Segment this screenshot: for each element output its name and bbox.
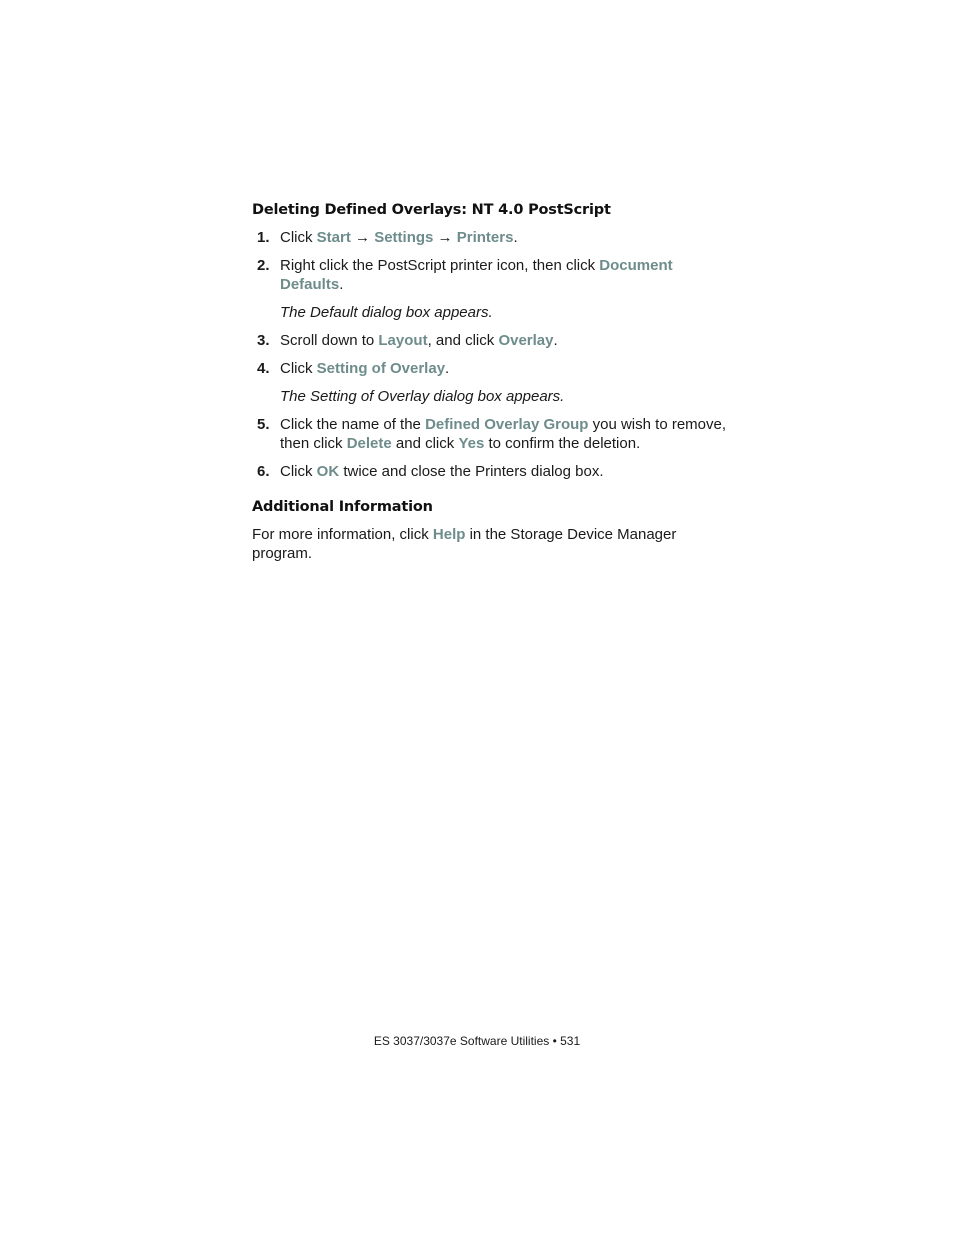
step-number: 6. bbox=[257, 463, 270, 480]
page-footer: ES 3037/3037e Software Utilities • 531 bbox=[373, 1034, 581, 1048]
info-text: in the Storage Device Manager program. bbox=[252, 526, 677, 562]
page-content bbox=[252, 200, 732, 563]
step-text: Click the name of the bbox=[280, 416, 426, 433]
ui-term-layout: Layout bbox=[378, 332, 428, 349]
step-number: 1. bbox=[257, 229, 270, 246]
step-text: twice and close the Printers dialog box. bbox=[339, 463, 604, 480]
step-text: . bbox=[553, 332, 558, 349]
ui-term-overlay: Overlay bbox=[498, 332, 554, 349]
ui-term-ok: OK bbox=[316, 463, 340, 480]
additional-info-text bbox=[252, 525, 732, 563]
ui-term-help: Help bbox=[432, 526, 466, 543]
ui-term-yes: Yes bbox=[458, 435, 485, 452]
step-text: Click bbox=[280, 463, 317, 480]
section-heading: Deleting Defined Overlays: NT 4.0 PostScript bbox=[252, 202, 611, 218]
step-text: Click bbox=[280, 360, 317, 377]
step-item bbox=[252, 331, 732, 350]
step-text: Right click the PostScript printer icon, then click bbox=[280, 257, 600, 274]
arrow-symbol: → bbox=[350, 229, 375, 246]
step-item bbox=[252, 415, 732, 453]
step-item bbox=[252, 256, 732, 322]
step-text: you wish to remove, then click bbox=[280, 416, 727, 452]
step-item bbox=[252, 462, 732, 481]
ui-term-defined-overlay-group: Defined Overlay Group bbox=[425, 416, 589, 433]
ui-term-settings: Settings bbox=[374, 229, 434, 246]
ui-term-delete: Delete bbox=[346, 435, 392, 452]
ui-term-start: Start bbox=[316, 229, 351, 246]
step-text: . bbox=[513, 229, 518, 246]
ui-term-printers: Printers bbox=[456, 229, 514, 246]
step-number: 5. bbox=[257, 416, 270, 433]
step-item bbox=[252, 359, 732, 406]
steps-list bbox=[252, 228, 732, 481]
step-note: The Default dialog box appears. bbox=[280, 304, 493, 321]
additional-info-heading: Additional Information bbox=[252, 499, 433, 515]
step-text: . bbox=[445, 360, 450, 377]
step-text: and click bbox=[391, 435, 459, 452]
arrow-symbol: → bbox=[433, 229, 457, 246]
step-item bbox=[252, 228, 732, 247]
step-text: , and click bbox=[427, 332, 499, 349]
ui-term-setting-of-overlay: Setting of Overlay bbox=[316, 360, 446, 377]
step-text: Scroll down to bbox=[280, 332, 379, 349]
ui-term-document-defaults: Document Defaults bbox=[280, 257, 673, 293]
step-number: 3. bbox=[257, 332, 270, 349]
step-text: . bbox=[339, 276, 344, 293]
step-note: The Setting of Overlay dialog box appears. bbox=[280, 388, 565, 405]
step-number: 4. bbox=[257, 360, 270, 377]
info-text: For more information, click bbox=[252, 526, 433, 543]
step-number: 2. bbox=[257, 257, 270, 274]
step-text: Click bbox=[280, 229, 317, 246]
step-text: to confirm the deletion. bbox=[484, 435, 641, 452]
